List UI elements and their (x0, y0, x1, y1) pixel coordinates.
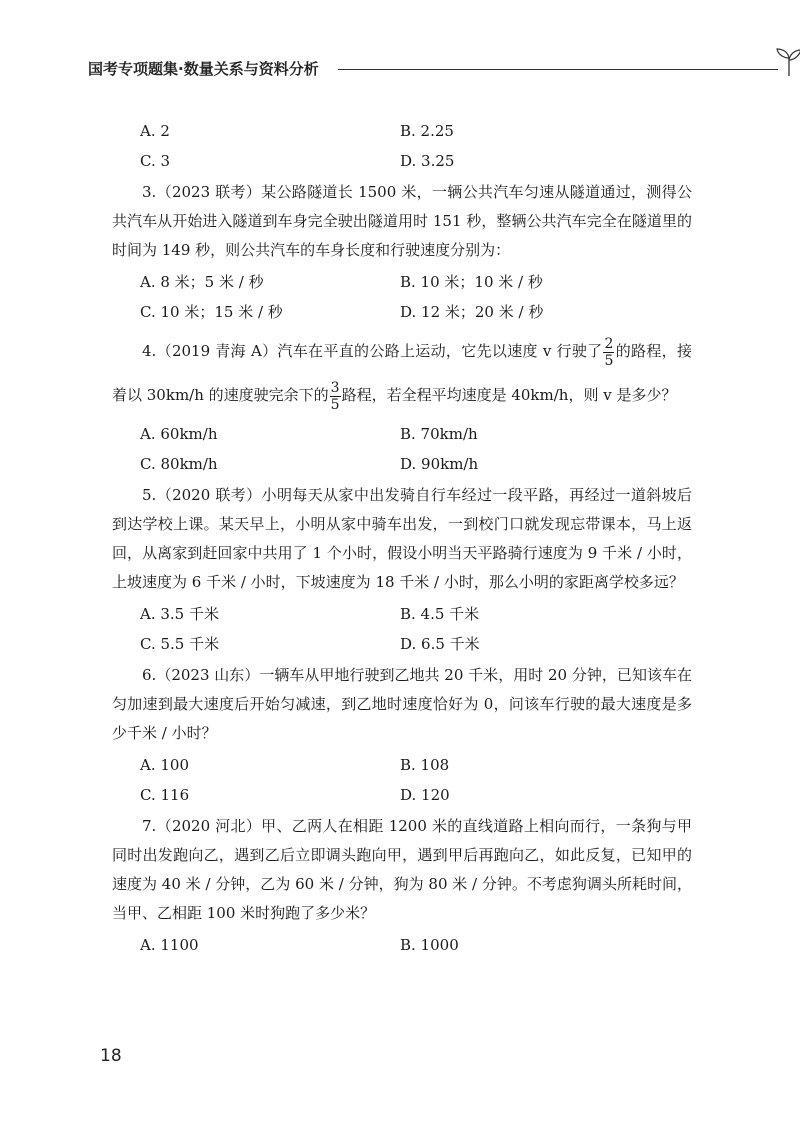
option-row (112, 116, 692, 146)
question-7: 7.（2020 河北）甲、乙两人在相距 1200 米的直线道路上相向而行，一条狗与甲同时出发跑向乙，遇到乙后立即调头跑向甲，遇到甲后再跑向乙，如此反复，已知甲的速度为 40 米 / 分钟，乙为 60 米 / 分钟，狗为 80 米 / 分钟。不考虑狗调头所耗时间，当甲、乙相距 100 米时狗跑了多少米？ (112, 817, 692, 922)
fraction-denominator: 5 (604, 352, 614, 369)
fraction-two-fifths (603, 336, 614, 369)
question-4 (112, 329, 692, 417)
option-a: A. 60km/h (140, 424, 218, 443)
option-c: C. 80km/h (140, 454, 218, 473)
option-b: B. 70km/h (400, 424, 478, 443)
option-a: A. 8 米；5 米 / 秒 (140, 272, 264, 291)
option-row (112, 750, 692, 780)
header-title: 国考专项题集·数量关系与资料分析 (88, 60, 319, 78)
fraction-denominator: 5 (330, 396, 340, 413)
option-row (112, 449, 692, 479)
fraction-numerator: 2 (604, 335, 614, 352)
running-header (88, 58, 728, 82)
option-row (112, 419, 692, 449)
option-d: D. 120 (400, 785, 450, 804)
sprout-icon (772, 46, 800, 78)
option-row (112, 267, 692, 297)
option-row (112, 146, 692, 176)
option-d: D. 90km/h (400, 454, 479, 473)
option-row (112, 297, 692, 327)
option-row (112, 780, 692, 810)
option-a: A. 1100 (140, 935, 199, 954)
question-4-part3: 路程，若全程平均速度是 40km/h，则 v 是多少？ (341, 386, 677, 404)
option-c: C. 116 (140, 785, 190, 804)
option-d: D. 6.5 千米 (400, 634, 480, 653)
option-c: C. 3 (140, 151, 171, 170)
option-a: A. 3.5 千米 (140, 604, 219, 623)
question-4-part1: 4.（2019 青海 A）汽车在平直的公路上运动，它先以速度 v 行驶了 (142, 342, 603, 360)
option-b: B. 2.25 (400, 121, 454, 140)
option-a: A. 100 (140, 755, 189, 774)
option-row (112, 599, 692, 629)
fraction-numerator: 3 (330, 379, 340, 396)
option-c: C. 5.5 千米 (140, 634, 220, 653)
option-row (112, 930, 692, 960)
header-rule (338, 69, 778, 70)
option-b: B. 1000 (400, 935, 459, 954)
option-a: A. 2 (140, 121, 170, 140)
option-c: C. 10 米；15 米 / 秒 (140, 302, 283, 321)
question-3: 3.（2023 联考）某公路隧道长 1500 米，一辆公共汽车匀速从隧道通过，测得公共汽车从开始进入隧道到车身完全驶出隧道用时 151 秒，整辆公共汽车完全在隧道里的时间为 149 秒，则公共汽车的车身长度和行驶速度分别为： (112, 183, 692, 259)
question-6: 6.（2023 山东）一辆车从甲地行驶到乙地共 20 千米，用时 20 分钟，已知该车在匀加速到最大速度后开始匀减速，到乙地时速度恰好为 0，问该车行驶的最大速度是多少千米 / 小时？ (112, 666, 692, 742)
question-5: 5.（2020 联考）小明每天从家中出发骑自行车经过一段平路，再经过一道斜坡后到达学校上课。某天早上，小明从家中骑车出发，一到校门口就发现忘带课本，马上返回，从离家到赶回家中共用了 1 个小时，假设小明当天平路骑行速度为 9 千米 / 小时，上坡速度为 6 千米 / 小时，下坡速度为 18 千米 / 小时，那么小明的家距离学校多远？ (112, 486, 692, 591)
question-4-part2: 的路程，接着以 30km/h 的速度驶完余下的 (112, 342, 692, 404)
option-b: B. 4.5 千米 (400, 604, 480, 623)
option-b: B. 108 (400, 755, 450, 774)
page-content (112, 116, 692, 960)
option-d: D. 3.25 (400, 151, 455, 170)
page-number: 18 (100, 1046, 122, 1066)
fraction-three-fifths (330, 380, 341, 413)
option-d: D. 12 米；20 米 / 秒 (400, 302, 544, 321)
option-b: B. 10 米；10 米 / 秒 (400, 272, 543, 291)
option-row (112, 629, 692, 659)
